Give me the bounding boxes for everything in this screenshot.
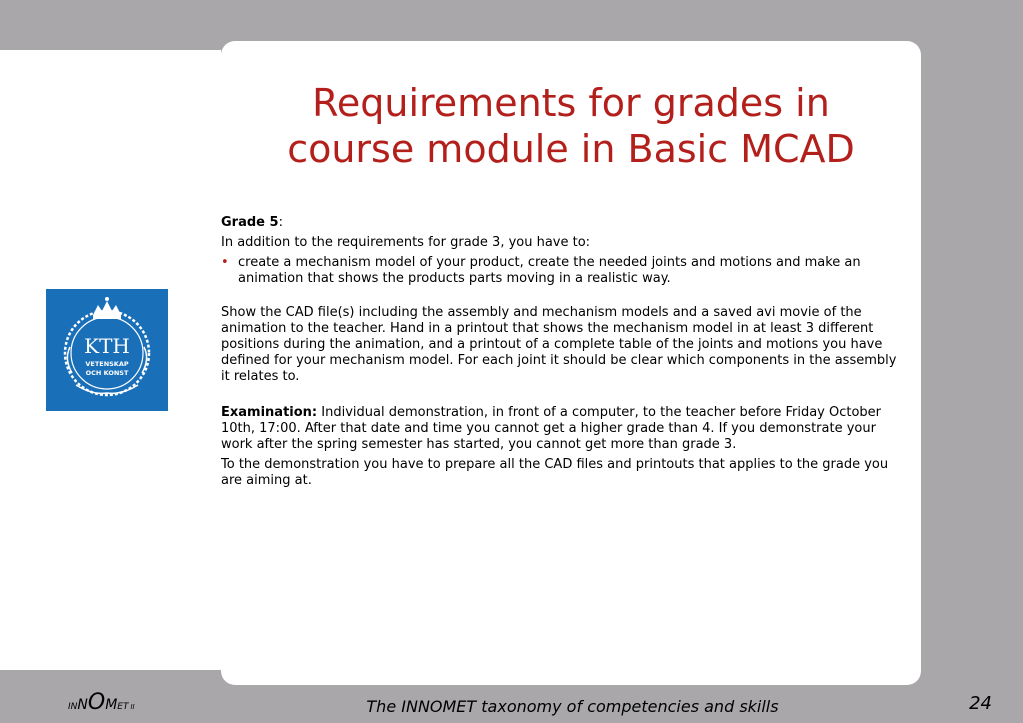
bullet-item <box>221 255 905 287</box>
exam-text: Individual demonstration, in front of a computer, to the teacher before Friday October 10th, 17:00. After that date and time you cannot get a higher grade than 4. If you demonstrate your work after the spring semester has started, you cannot get more than grade 3. <box>221 405 882 452</box>
bullet-text: create a mechanism model of your product, create the needed joints and motions and make an animation that shows the products parts moving in a realistic way. <box>238 255 861 286</box>
demo-paragraph: To the demonstration you have to prepare all the CAD files and printouts that applies to the grade you are aiming at. <box>221 457 889 488</box>
bullet-dot-icon: • <box>221 255 229 270</box>
footer-caption: The INNOMET taxonomy of competencies and skills <box>366 697 779 716</box>
grade-heading <box>221 215 905 231</box>
exam-paragraph <box>221 405 905 453</box>
innomet-logo: INNOMET II <box>68 690 135 715</box>
grade-label: Grade 5 <box>221 215 279 230</box>
logo-sub-2: OCH KONST <box>85 369 129 377</box>
show-paragraph: Show the CAD file(s) including the assembly and mechanism models and a saved avi movie of the animation to the teacher. Hand in a printout that shows the mechanism model in at least 3 different positions during the animation, and a printout of a complete table of the joints and motions you have defined for your mechanism model. For each joint it should be clear which components in the assembly it relates to. <box>221 305 897 384</box>
exam-label: Examination: <box>221 405 318 420</box>
logo-text: KTH <box>84 334 130 358</box>
intro-text: In addition to the requirements for grade 3, you have to: <box>221 235 591 250</box>
slide-content <box>221 215 905 489</box>
grade-colon: : <box>278 215 283 230</box>
logo-sub-1: VETENSKAP <box>85 360 129 368</box>
kth-seal-icon <box>46 289 168 411</box>
title-line-2: course module in Basic MCAD <box>287 127 855 171</box>
kth-logo <box>46 289 168 411</box>
title-line-1: Requirements for grades in <box>312 81 830 125</box>
page-number: 24 <box>969 693 992 714</box>
slide-title <box>221 80 921 172</box>
